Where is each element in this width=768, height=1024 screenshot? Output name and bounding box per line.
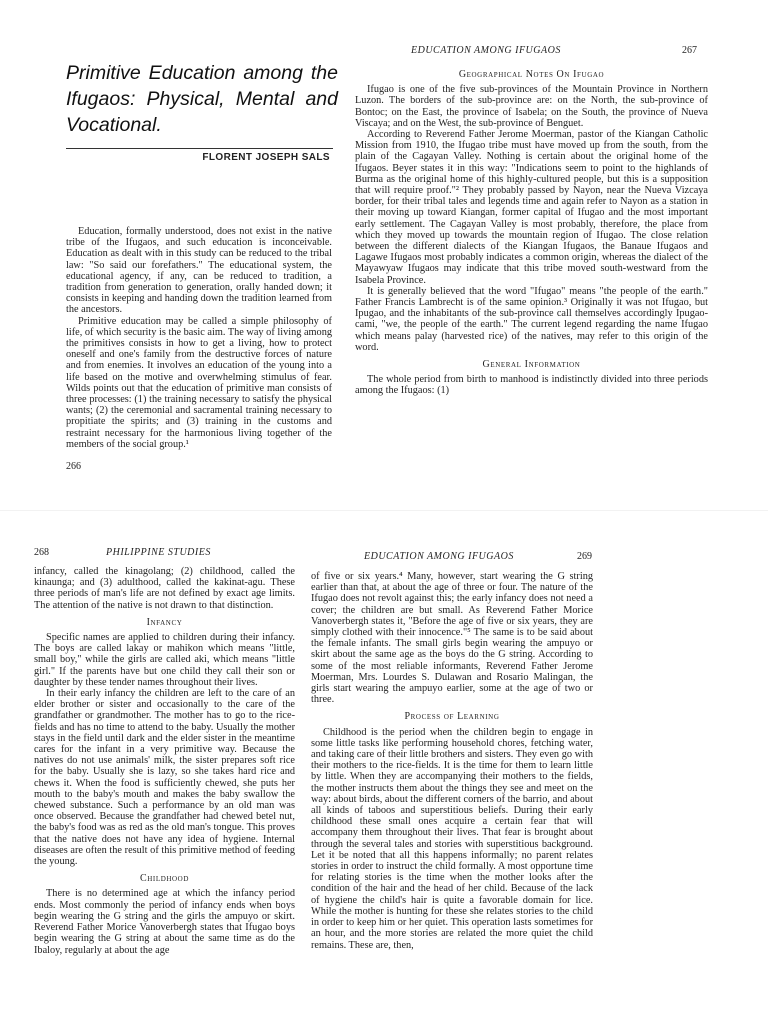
page-number-268: 268 xyxy=(34,547,49,558)
paragraph: The whole period from birth to manhood is indistinctly divided into three periods among the Ifugaos: (1) xyxy=(355,374,708,397)
running-head-268: PHILIPPINE STUDIES xyxy=(106,547,211,558)
section-heading: Childhood xyxy=(139,873,189,885)
section-heading: Process of Learning xyxy=(404,711,500,723)
title-rule xyxy=(66,148,333,149)
paragraph: of five or six years.⁴ Many, however, start wearing the G string earlier than that, at about the age of three or four. The nature of the Ifugao does not revolt against this; the early infancy does not need a cover; the children are but small. As Reverend Father Morice Vanoverbergh states it, "Before the age of five or six years, they are simply clothed with their innocence."⁵ The same is to be said about the female infants. The small girls begin wearing the ampuyo or skirt about the same age as the boys do the G string. According to some of the most reliable informants, Reverend Father Jerome Moerman, Mrs. Lourdes S. Dulawan and Rosario Malingan, the girls start wearing the ampuyo earlier, some at the age of two or three. xyxy=(311,571,593,706)
paragraph: Primitive education may be called a simple philosophy of life, of which security is the basic aim. The way of living among the primitives consists in how to get a living, how to protect oneself and one's family from the destructive forces of nature and from enemies. It involves an education of the young into a life based on the motive and overwhelming stimulus of fear. Wilds points out that the education of primitive man consists of three processes: (1) the training necessary to satisfy the physical wants; (2) the ceremonial and sacramental training necessary to propitiate the spirits; and (3) training in the customs and restraint necessary for the harmonious living together of the members of the social group.¹ xyxy=(66,315,332,450)
article-title: Primitive Education among the Ifugaos: Physical, Mental and Vocational. xyxy=(66,62,338,136)
section-heading: General Information xyxy=(482,359,581,371)
page-266-body xyxy=(66,226,332,456)
paragraph: Ifugao is one of the five sub-provinces of the Mountain Province in Northern Luzon. The borders of the sub-province are: on the North, the sub-province of Bontoc; on the East, the province of Isabela; on the South, the province of Nueva Viscaya; and on the West, the sub-province of Benguet. xyxy=(355,84,708,129)
page-number-267: 267 xyxy=(682,45,697,56)
page-268-body xyxy=(34,566,295,1002)
page-number-269: 269 xyxy=(577,551,592,562)
spread-divider xyxy=(0,510,768,511)
paragraph: It is generally believed that the word "Ifugao" means "the people of the earth." Father Francis Lambrecht is of the same opinion.³ Originally it was not Ifugao, but Ipugao, and the inhabitants of the sub-province call themselves accordingly Ipugao-cami, "we, the people of the earth." The current legend regarding the name Ifugao which means palay (harvested rice) of the natives, may refer to this origin of the word. xyxy=(355,285,708,353)
paragraph: In their early infancy the children are left to the care of an elder brother or sister and occasionally to the care of the grandfather or grandmother. The mother has to go to the rice-fields and has no time to attend to the baby. Usually the mother stays in the field until dark and the elder sister in the meantime cares for the infant in a very primitive way. Because the natives do not use animals' milk, the sister prepares soft rice for the baby. Usually she is lazy, so she takes hard rice and chews it. When the food is sufficiently chewed, she puts her mouth to the baby's mouth and makes the baby swallow the chewed substance. Such a performance by an old man was once observed. Because the grandfather had chewed betel nut, the baby's food was as red as the old man's tongue. This proves that the native does not have any idea of hygiene. Internal diseases are often the result of this primitive method of feeding the young. xyxy=(34,688,295,868)
paragraph: According to Reverend Father Jerome Moerman, pastor of the Kiangan Catholic Mission from 1910, the Ifugao tribe must have moved up from the south, from the plain of the Cagayan Valley. Nothing is certain about the original home of the Ifugaos. Beyer states it in this way: "Indications seem to point to the highlands of Burma as the original home of this highly-cultured people, but this is a supposition that will require proof."² They probably passed by Nayon, near the Nueva Vizcaya border, for their tribal tales and legends time and again refer to Nayon as a station in their moving up toward Kiangan, former capital of Ifugao and the most important early settlement. The Cagayan Valley is most probably, therefore, the place from which they moved up towards the mountain region of Ifugao. The close relation between the different dialects of the Kiangan Ifugaos, the Banaue Ifugaos and Lagawe Ifugaos most probably indicates a common origin, whereas the dialect of the Mayawyaw Ifugaos may indicate that this tribe moved south-westward from the Isabela Province. xyxy=(355,129,708,286)
article-author: FLORENT JOSEPH SALS xyxy=(202,152,330,163)
paragraph: There is no determined age at which the infancy period ends. Most commonly the period of infancy ends when boys begin wearing the G string and the girls the ampuyo or skirt. Reverend Father Morice Vanoverbergh states that Ifugao boys begin wearing the G string at about the same time as do the Ibaloy, regularly at about the age xyxy=(34,888,295,956)
paragraph: Specific names are applied to children during their infancy. The boys are called lakay or mahikon which means "little, small boy," while the girls are called aki, which means "little girl." If the parents have but one child they call their son or daughter by these tender names throughout their lives. xyxy=(34,632,295,688)
page-269-body xyxy=(311,571,593,1007)
running-head-269: EDUCATION AMONG IFUGAOS xyxy=(364,551,514,562)
paragraph: Education, formally understood, does not exist in the native tribe of the Ifugaos, and such education is inconceivable. Education as dealt with in this study can be reduced to the tribal law: "So said our forefathers." The educational system, the educational agency, if any, can be reduced to tradition, a tradition from generation to generation, orally handed down; it consists in keeping and handing down the tradition learned from the ancestors. xyxy=(66,226,332,316)
paragraph: infancy, called the kinagolang; (2) childhood, called the kinaunga; and (3) adulthood, called the kakinat-agu. These three periods of man's life are not defined by exact age limits. The attention of the native is not drawn to that distinction. xyxy=(34,566,295,611)
running-head-267: EDUCATION AMONG IFUGAOS xyxy=(411,45,561,56)
section-heading: Infancy xyxy=(146,616,183,628)
page-number-266: 266 xyxy=(66,461,81,472)
page-267-body xyxy=(355,63,708,476)
paragraph: Childhood is the period when the children begin to engage in some little tasks like performing household chores, fetching water, and taking care of their little brothers and sisters. They even go with their mothers to the rice-fields. It is the time for them to learn little by little. When they are accompanying their mothers to the fields, the mother instructs them about the things they see and meet on the way: about birds, about the different corners of the barrio, and about all kinds of taboos and superstitious beliefs. During their early childhood these small ones acquire a certain fear that will accompany them throughout their lives. That fear is brought about through the several tales and stories with superstitious background. Let it be noted that all this happens informally; no parent relates stories in order to instruct the child formally. A most opportune time for relating stories is the time when the mother looks after the condition of the hair and the head of her child. Because of the lack of hygiene the child's hair is quite a favorable domain for lice. While the mother is hunting for these she relates stories to the child in order to keep him or her quiet. This operation lasts sometimes for an hour, and the more stories are related the more quiet the child remains. These are, then, xyxy=(311,726,593,951)
section-heading: Geographical Notes On Ifugao xyxy=(458,69,605,80)
